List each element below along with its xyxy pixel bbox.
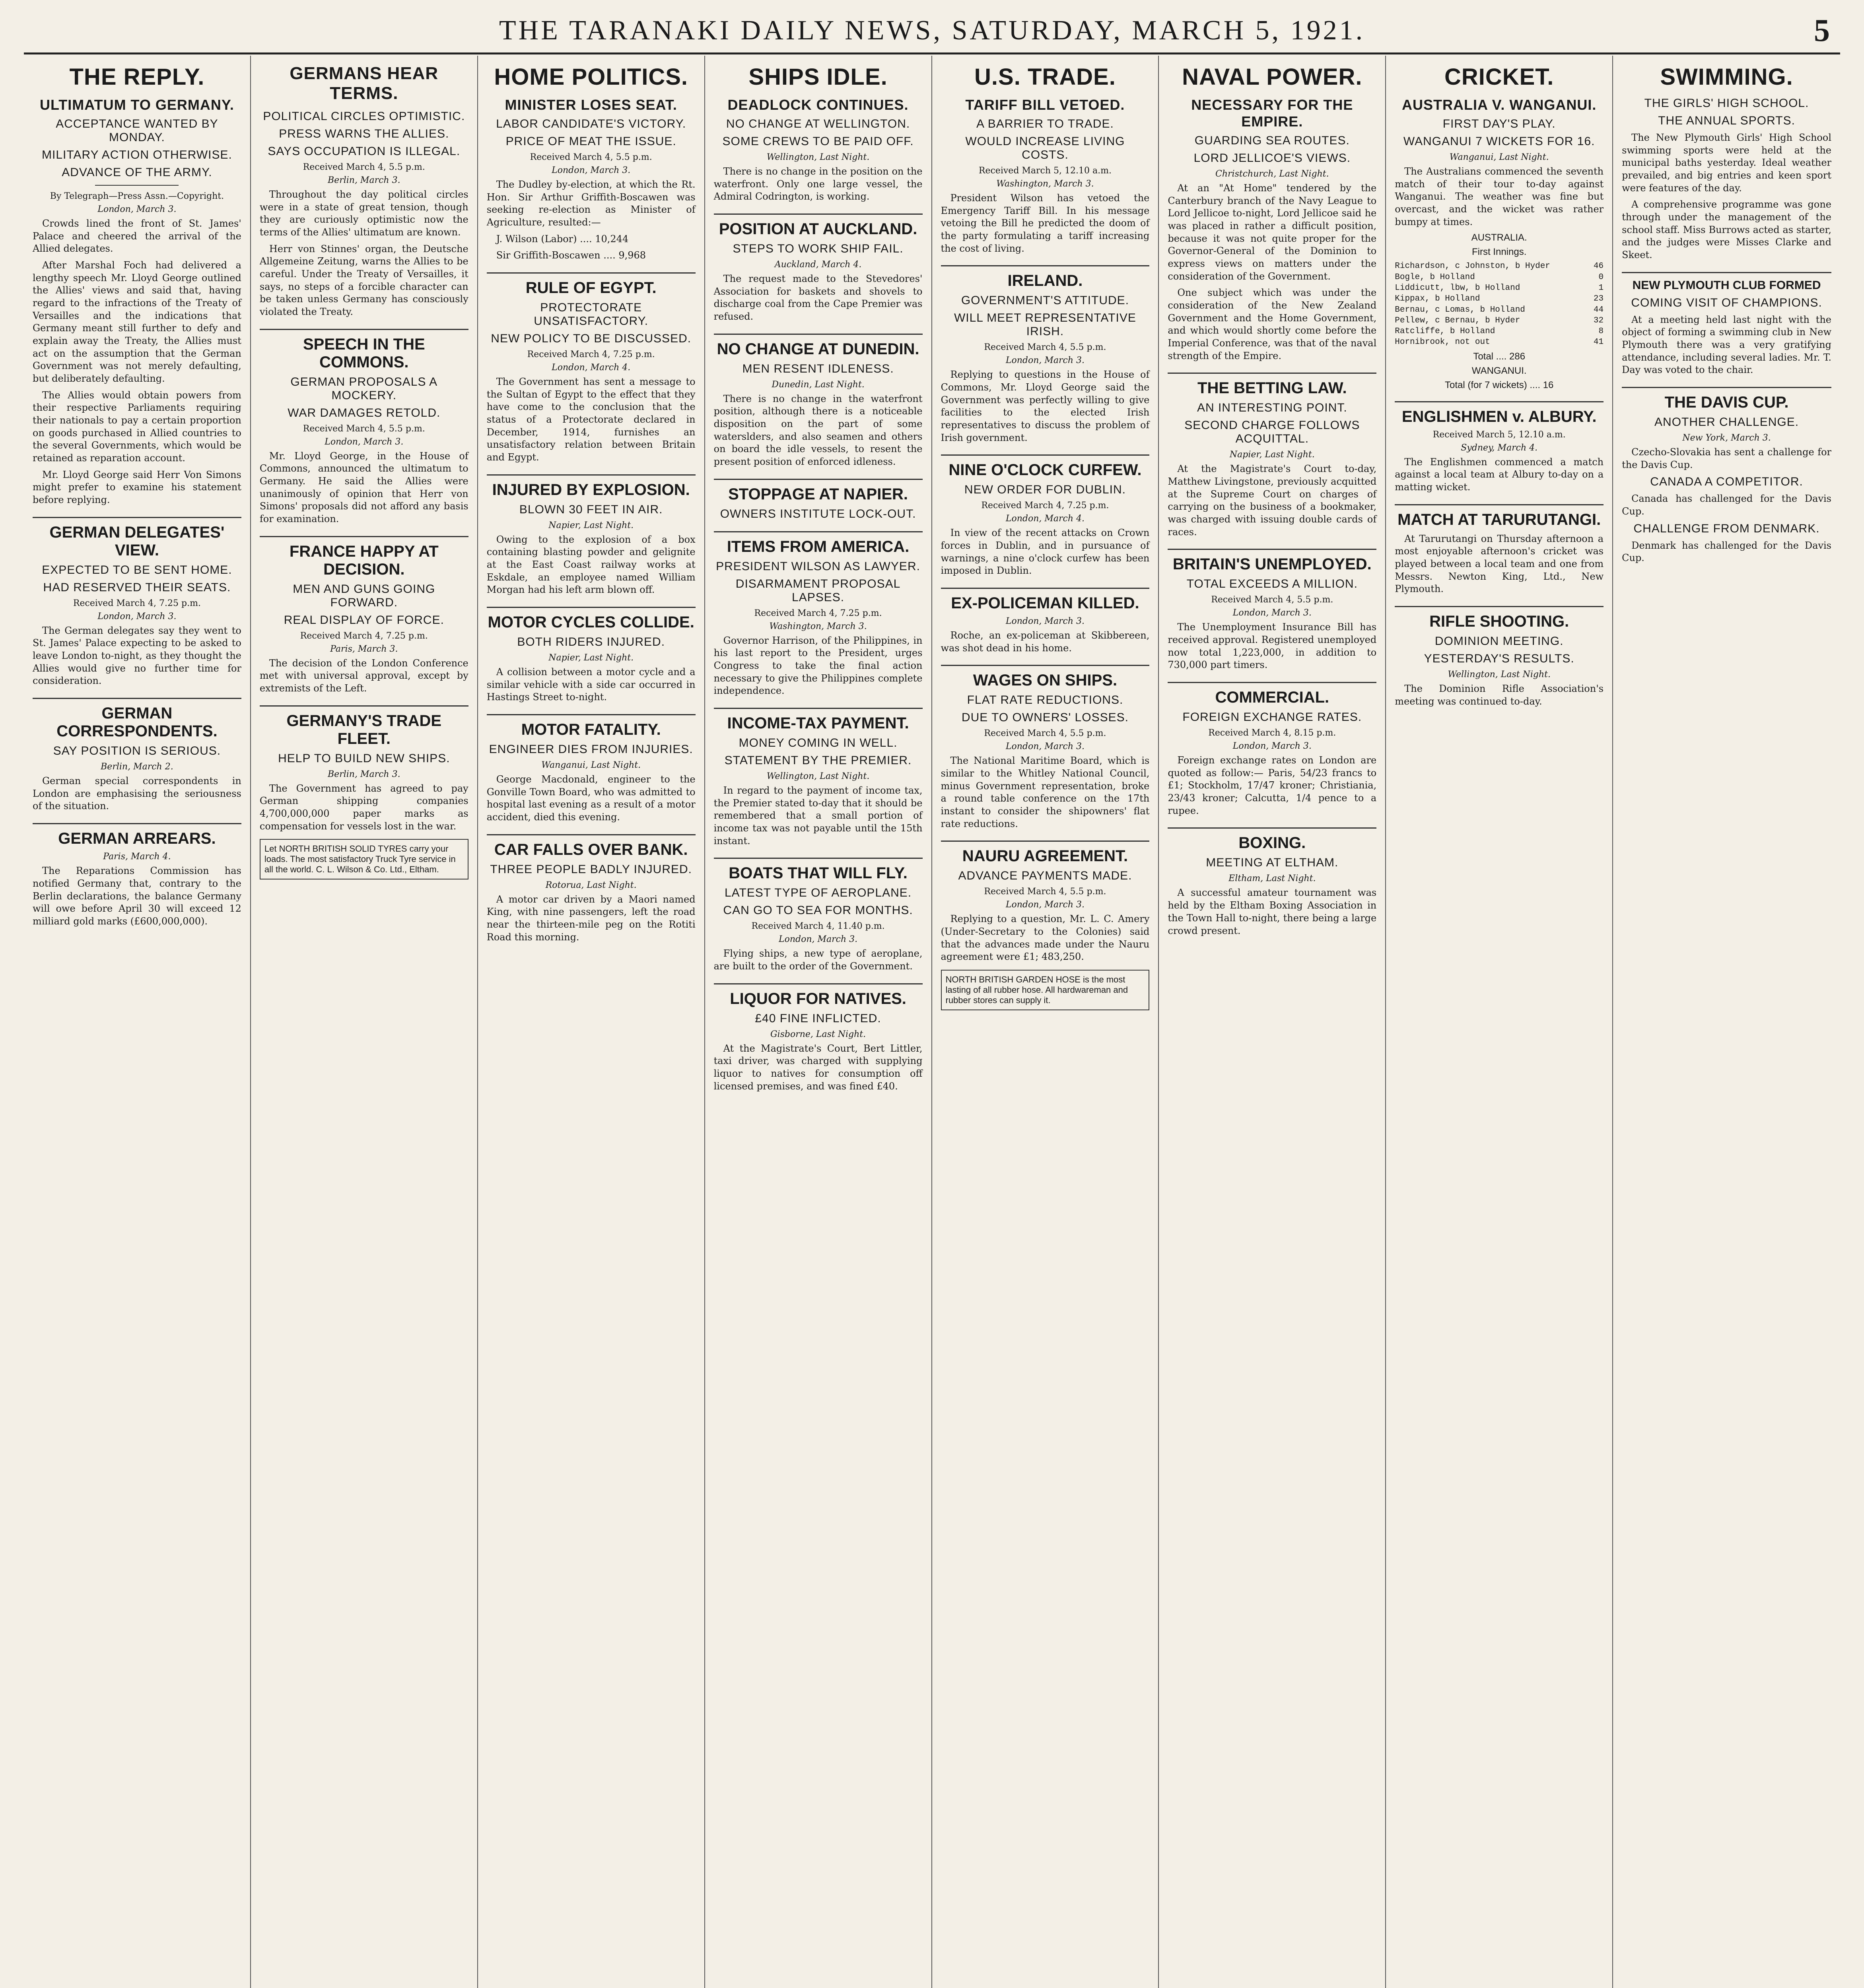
article-paragraph: President Wilson has vetoed the Emergency Tariff Bill. In his message vetoing the Bill he predicted the doom of the party formulating a tariff increasing the cost of living.	[941, 192, 1150, 254]
article-paragraph: The decision of the London Conference met with universal approval, except by extremists of the Left.	[259, 657, 468, 694]
article-paragraph: The Dudley by-election, at which the Rt. Hon. Sir Arthur Griffith-Boscawen was seeking re-election as Minister of Agriculture, resulted:—	[486, 179, 696, 228]
dateline: London, March 3.	[325, 437, 404, 447]
article-paragraph: Herr von Stinnes' organ, the Deutsche Allgemeine Zeitung, warns the Allies to be careful. Under the Treaty of Versailles, it says, no steps of a forcible character can be taken unless Germany has consciously violated the Treaty.	[259, 243, 468, 318]
article-paragraph: A successful amateur tournament was held by the Eltham Boxing Association in the Town Hall to-night, there being a large crowd present.	[1168, 887, 1377, 936]
dateline: London, March 3.	[1005, 742, 1085, 752]
article-paragraph: In view of the recent attacks on Crown forces in Dublin, and in pursuance of warnings, a nine o'clock curfew has been imposed in Dublin.	[941, 527, 1150, 577]
column-1	[24, 56, 251, 1988]
dateline: Wellington, Last Night.	[766, 771, 870, 782]
deck: SAY POSITION IS SERIOUS.	[53, 744, 221, 758]
deck: ULTIMATUM TO GERMANY.	[39, 97, 234, 113]
deck: MEETING AT ELTHAM.	[1206, 856, 1339, 870]
headline: SHIPS IDLE.	[748, 64, 888, 90]
dateline: Berlin, March 3.	[328, 175, 400, 185]
batsman-runs: 44	[1593, 305, 1604, 315]
dateline: Paris, March 3.	[330, 644, 398, 654]
masthead-title: THE TARANAKI DAILY NEWS, SATURDAY, MARCH 5, 1921.	[499, 15, 1365, 46]
deck: HELP TO BUILD NEW SHIPS.	[278, 751, 450, 765]
dateline: London, March 3.	[778, 934, 858, 945]
deck: SOME CREWS TO BE PAID OFF.	[722, 135, 914, 148]
article-paragraph: At Tarurutangi on Thursday afternoon a most enjoyable afternoon's cricket was played between a local team and one from Messrs. Newton King, Ltd., New Plymouth.	[1395, 533, 1604, 595]
article-paragraph: After Marshal Foch had delivered a lengthy speech Mr. Lloyd George outlined the Allies' views and said that, having regard to the infractions of the Treaty of Versailles and the indications that Germany meant still further to defy and explain away the Treaty, the Allies must act on the assumption that the German Government was not merely defaulting, but deliberately defaulting.	[33, 260, 241, 384]
deck: FOREIGN EXCHANGE RATES.	[1182, 711, 1362, 724]
headline: NAVAL POWER.	[1182, 64, 1363, 90]
dateline: London, March 3.	[1005, 900, 1085, 910]
deck: GOVERNMENT'S ATTITUDE.	[961, 294, 1129, 307]
column-2	[251, 56, 478, 1988]
article-paragraph: The Allies would obtain powers from their respective Parliaments requiring their nationals to pay a certain proportion on goods purchased in Allied countries to the several Governments, which would be retained as reparation account.	[33, 389, 241, 464]
page-number: 5	[1814, 13, 1832, 48]
article-paragraph: Governor Harrison, of the Philippines, in his last report to the President, urges Congress to take the final action necessary to give the Philippines complete independence.	[713, 635, 923, 697]
dateline: Wellington, Last Night.	[766, 152, 870, 162]
scorecard-row	[1395, 293, 1604, 304]
batsman-name: Bogle, b Holland	[1395, 272, 1475, 282]
scorecard-row	[1395, 326, 1604, 337]
article-paragraph: In regard to the payment of income tax, the Premier stated to-day that it should be remembered that a small portion of income tax was not payable until the 15th instant.	[713, 785, 923, 846]
dateline: London, March 3.	[552, 165, 631, 175]
deck: PRESS WARNS THE ALLIES.	[279, 127, 449, 140]
received-line: Received March 4, 11.40 p.m.	[751, 921, 885, 932]
deck: FLAT RATE REDUCTIONS.	[967, 693, 1123, 707]
deck: THE ANNUAL SPORTS.	[1658, 114, 1795, 127]
article-paragraph: The German delegates say they went to St. James' Palace expecting to be asked to leave London to-night, as they thought the Allies would give no further time for consideration.	[33, 625, 241, 687]
dateline: Washington, March 3.	[996, 179, 1094, 189]
deck: ACCEPTANCE WANTED BY MONDAY.	[56, 117, 218, 144]
deck: YESTERDAY'S RESULTS.	[1424, 652, 1574, 666]
dateline: Wanganui, Last Night.	[1449, 152, 1549, 162]
scorecard-total: Total .... 286	[1473, 351, 1526, 362]
deck: LABOR CANDIDATE'S VICTORY.	[496, 117, 686, 130]
byline: By Telegraph—Press Assn.—Copyright.	[50, 191, 224, 201]
scorecard-row	[1395, 261, 1604, 272]
headline: NEW PLYMOUTH CLUB FORMED	[1622, 272, 1831, 292]
article-paragraph: Czecho-Slovakia has sent a challenge for the Davis Cup.	[1622, 447, 1831, 470]
deck: WILL MEET REPRESENTATIVE IRISH.	[954, 311, 1136, 338]
received-line: Received March 4, 7.25 p.m.	[981, 501, 1109, 511]
headline: U.S. TRADE.	[974, 64, 1116, 90]
deck: THREE PEOPLE BADLY INJURED.	[490, 862, 692, 876]
received-line: Received March 4, 7.25 p.m.	[754, 608, 882, 618]
divider	[95, 185, 179, 186]
article-paragraph: One subject which was under the consideration of the New Zealand Government and the Home Government, and which would shortly come before the Imperial Conference, was that of the naval strength of the Empire.	[1168, 287, 1377, 361]
received-line: Received March 4, 5.5 p.m.	[303, 423, 425, 434]
dateline: Eltham, Last Night.	[1228, 874, 1316, 884]
dateline: Berlin, March 2.	[101, 762, 173, 772]
deck: THE GIRLS' HIGH SCHOOL.	[1644, 97, 1809, 110]
column-6	[1159, 56, 1386, 1988]
batsman-name: Ratcliffe, b Holland	[1395, 327, 1495, 336]
received-line: Received March 4, 7.25 p.m.	[73, 598, 201, 608]
headline: GERMANS HEAR TERMS.	[290, 64, 439, 103]
article-paragraph: Roche, an ex-policeman at Skibbereen, was shot dead in his home.	[941, 630, 1150, 654]
headline: BOATS THAT WILL FLY.	[714, 858, 923, 882]
deck: GUARDING SEA ROUTES.	[1194, 134, 1350, 147]
deck: DUE TO OWNERS' LOSSES.	[961, 711, 1129, 724]
headline: EX-POLICEMAN KILLED.	[941, 588, 1150, 612]
article-paragraph: Canada has challenged for the Davis Cup.	[1622, 493, 1831, 517]
headline: GERMAN CORRESPONDENTS.	[33, 698, 241, 740]
deck: WOULD INCREASE LIVING COSTS.	[965, 135, 1125, 161]
headline: MATCH AT TARURUTANGI.	[1395, 504, 1604, 529]
article-paragraph: A collision between a motor cycle and a similar vehicle with a side car occurred in Hastings Street to-night.	[486, 666, 696, 703]
headline: SWIMMING.	[1660, 64, 1793, 90]
headline: POSITION AT AUCKLAND.	[714, 214, 923, 238]
headline: GERMANY'S TRADE FLEET.	[260, 705, 468, 748]
deck: TOTAL EXCEEDS A MILLION.	[1186, 577, 1358, 591]
article-paragraph: Crowds lined the front of St. James' Palace and cheered the arrival of the Allied delegates.	[33, 218, 241, 254]
batsman-runs: 1	[1598, 283, 1604, 293]
dateline: Washington, March 3.	[769, 621, 867, 631]
batsman-name: Kippax, b Holland	[1395, 294, 1480, 304]
article-paragraph: At the Magistrate's Court, Bert Littler, taxi driver, was charged with supplying liquor to natives for consumption off licensed premises, and was fined £40.	[713, 1043, 923, 1092]
deck: MEN RESENT IDLENESS.	[742, 362, 894, 375]
headline: HOME POLITICS.	[494, 64, 688, 90]
deck: A BARRIER TO TRADE.	[976, 117, 1114, 130]
received-line: Received March 4, 7.25 p.m.	[300, 631, 428, 641]
deck: MILITARY ACTION OTHERWISE.	[42, 148, 232, 161]
deck: NECESSARY FOR THE EMPIRE.	[1191, 97, 1353, 130]
dateline: Napier, Last Night.	[1229, 450, 1315, 460]
deck: PRICE OF MEAT THE ISSUE.	[505, 135, 676, 148]
headline: FRANCE HAPPY AT DECISION.	[260, 536, 468, 579]
article-paragraph: The Englishmen commenced a match against a local team at Albury to-day on a matting wicket.	[1395, 456, 1604, 493]
article-paragraph: At the Magistrate's Court to-day, Matthew Livingstone, previously acquitted at the Supreme Court on charges of carrying on the business of a bookmaker, was charged with issuing double cards of races.	[1168, 463, 1377, 538]
headline: THE DAVIS CUP.	[1622, 387, 1831, 412]
deck: BLOWN 30 FEET IN AIR.	[519, 503, 663, 516]
deck: CHALLENGE FROM DENMARK.	[1633, 522, 1820, 535]
dateline: Gisborne, Last Night.	[770, 1029, 866, 1039]
headline: INCOME-TAX PAYMENT.	[714, 708, 923, 732]
headline: LIQUOR FOR NATIVES.	[714, 983, 923, 1008]
article-paragraph: Owing to the explosion of a box containing blasting powder and gelignite at the East Coast railway works at Eskdale, an employee named William Morgan had his left arm blown off.	[486, 534, 696, 596]
election-result: J. Wilson (Labor) .... 10,244	[496, 233, 629, 245]
scorecard-subtitle: First Innings.	[1471, 247, 1527, 258]
deck: CAN GO TO SEA FOR MONTHS.	[723, 904, 913, 917]
headline: IRELAND.	[941, 265, 1150, 290]
received-line: Received March 5, 12.10 a.m.	[978, 166, 1112, 176]
dateline: Berlin, March 3.	[328, 769, 400, 779]
dateline: London, March 4.	[552, 363, 631, 373]
article-paragraph: Mr. Lloyd George, in the House of Commons, announced the ultimatum to Germany. He said the Allies were unanimously of opinion that Herr von Simons' proposals did not afford any basis for examination.	[259, 450, 468, 525]
article-paragraph: The request made to the Stevedores' Association for baskets and shovels to discharge coal from the Cape Premier was refused.	[713, 273, 923, 322]
received-line: Received March 4, 5.5 p.m.	[984, 887, 1106, 897]
advertisement: NORTH BRITISH GARDEN HOSE is the most lasting of all rubber hose. All hardwareman and rubber stores can supply it.	[941, 970, 1150, 1010]
headline: THE BETTING LAW.	[1168, 373, 1376, 397]
article-paragraph: At an "At Home" tendered by the Canterbury branch of the Navy League to Lord Jellicoe to-night, Lord Jellicoe said he was placed in rather a difficult position, because it was not quite proper for the Governor-General of the Dominion to express views on matters under the consideration of the Government.	[1168, 182, 1377, 282]
received-line: Received March 4, 5.5 p.m.	[984, 728, 1106, 739]
deck: REAL DISPLAY OF FORCE.	[284, 613, 444, 627]
election-result: Sir Griffith-Boscawen .... 9,968	[496, 250, 646, 261]
column-8	[1613, 56, 1840, 1988]
dateline: Dunedin, Last Night.	[772, 379, 865, 390]
column-7	[1386, 56, 1613, 1988]
deck: EXPECTED TO BE SENT HOME.	[42, 563, 232, 577]
deck: PROTECTORATE UNSATISFACTORY.	[534, 301, 649, 328]
article-paragraph: The Government has agreed to pay German shipping companies 4,700,000,000 paper marks as compensation for vessels lost in the war.	[259, 782, 468, 832]
article-paragraph: The Australians commenced the seventh match of their tour to-day against Wanganui. The weather was fine but overcast, and the wicket was rather bumpy at times.	[1395, 166, 1604, 227]
dateline: Wellington, Last Night.	[1448, 670, 1551, 680]
deck: LORD JELLICOE'S VIEWS.	[1193, 151, 1351, 165]
dateline: Wanganui, Last Night.	[541, 760, 641, 771]
headline: COMMERCIAL.	[1168, 682, 1376, 707]
deck: STEPS TO WORK SHIP FAIL.	[733, 242, 904, 256]
dateline: London, March 3.	[1232, 741, 1312, 751]
dateline: Auckland, March 4.	[774, 260, 862, 270]
batsman-name: Liddicutt, lbw, b Holland	[1395, 283, 1520, 293]
article-paragraph: The Government has sent a message to the Sultan of Egypt to the effect that they have come to the conclusion that the status of a Protectorate declared in December, 1914, furnishes an unsatisfactory relation between Britain and Egypt.	[486, 376, 696, 463]
article-paragraph: George Macdonald, engineer to the Gonville Town Board, who was admitted to hospital last evening as a result of a motor accident, died this evening.	[486, 774, 696, 823]
scorecard-row	[1395, 315, 1604, 326]
article-paragraph: The Reparations Commission has notified Germany that, contrary to the Berlin declarations, the balance Germany will owe before April 30 will exceed 12 milliard gold marks (£600,000,000).	[33, 865, 241, 927]
deck: OWNERS INSTITUTE LOCK-OUT.	[720, 507, 916, 520]
dateline: Napier, Last Night.	[548, 653, 634, 663]
deck: LATEST TYPE OF AEROPLANE.	[724, 886, 912, 900]
deck: TARIFF BILL VETOED.	[965, 97, 1125, 113]
deck: ENGINEER DIES FROM INJURIES.	[489, 743, 693, 756]
received-line: Received March 4, 8.15 p.m.	[1208, 728, 1336, 738]
headline: MOTOR FATALITY.	[487, 714, 696, 739]
headline: NAURU AGREEMENT.	[941, 841, 1150, 865]
headline: RULE OF EGYPT.	[487, 272, 696, 297]
deck: ANOTHER CHALLENGE.	[1654, 415, 1799, 429]
dateline: Sydney, March 4.	[1461, 443, 1538, 453]
received-line: Received March 4, 5.5 p.m.	[303, 162, 425, 172]
dateline: Christchurch, Last Night.	[1215, 169, 1329, 179]
deck: AUSTRALIA V. WANGANUI.	[1402, 97, 1597, 113]
article-paragraph: The New Plymouth Girls' High School swimming sports were held at the municipal baths yesterday. Ideal weather prevailed, and big entries and keen sport were features of the day.	[1622, 132, 1831, 194]
headline: CAR FALLS OVER BANK.	[487, 834, 696, 859]
deck: £40 FINE INFLICTED.	[755, 1011, 881, 1025]
deck: CANADA A COMPETITOR.	[1650, 475, 1803, 489]
dateline: London, March 3.	[97, 204, 177, 214]
headline: GERMAN ARREARS.	[33, 823, 241, 848]
deck: SAYS OCCUPATION IS ILLEGAL.	[268, 145, 461, 158]
batsman-name: Bernau, c Lomas, b Holland	[1395, 305, 1525, 315]
columns	[24, 56, 1840, 1988]
received-line: Received March 5, 12.10 a.m.	[1433, 429, 1566, 440]
batsman-runs: 32	[1593, 316, 1604, 325]
article-paragraph: Throughout the day political circles were in a state of great tension, though they are curiously optimistic now the terms of the Allies' ultimatum are known.	[259, 189, 468, 238]
article-paragraph: Flying ships, a new type of aeroplane, are built to the order of the Government.	[713, 948, 923, 972]
deck: MONEY COMING IN WELL.	[739, 736, 898, 750]
dateline: Rotorua, Last Night.	[545, 880, 637, 890]
deck: AN INTERESTING POINT.	[1197, 401, 1347, 415]
headline: BRITAIN'S UNEMPLOYED.	[1168, 549, 1376, 573]
headline: GERMAN DELEGATES' VIEW.	[33, 517, 241, 559]
scorecard	[1395, 261, 1604, 348]
headline: MOTOR CYCLES COLLIDE.	[487, 607, 696, 631]
dateline: London, March 3.	[97, 611, 177, 621]
masthead	[24, 9, 1840, 54]
deck: WAR DAMAGES RETOLD.	[288, 406, 441, 419]
headline: INJURED BY EXPLOSION.	[487, 474, 696, 499]
article-paragraph: There is no change in the waterfront position, although there is a noticeable disposition on the part of some waterslders, and also seamen and others on board the idle vessels, to resent the present position of enforced idleness.	[713, 393, 923, 468]
deck: HAD RESERVED THEIR SEATS.	[43, 580, 231, 594]
article-paragraph: Replying to questions in the House of Commons, Mr. Lloyd George said the Government was perfectly willing to give facilities to the elected Irish representatives to discuss the problem of Irish government.	[941, 369, 1150, 443]
article-paragraph: A motor car driven by a Maori named King, with nine passengers, left the road near the thirteen-mile peg on the Rotiti Road this morning.	[486, 893, 696, 943]
advertisement: Let NORTH BRITISH SOLID TYRES carry your loads. The most satisfactory Truck Tyre service in all the world. C. L. Wilson & Co. Ltd., Eltham.	[260, 839, 468, 879]
batsman-name: Pellew, c Bernau, b Hyder	[1395, 316, 1520, 325]
scorecard-row	[1395, 283, 1604, 293]
article-paragraph: There is no change in the position on the waterfront. Only one large vessel, the Admiral Codrington, is working.	[713, 166, 923, 202]
dateline: London, March 3.	[1005, 616, 1085, 627]
headline: ITEMS FROM AMERICA.	[714, 531, 923, 556]
batsman-runs: 46	[1593, 262, 1604, 271]
headline-the-reply: THE REPLY.	[69, 64, 205, 90]
scorecard-total: Total (for 7 wickets) .... 16	[1444, 379, 1554, 390]
headline: ENGLISHMEN v. ALBURY.	[1395, 401, 1604, 426]
article-paragraph: The Unemployment Insurance Bill has received approval. Registered unemployed now total 1,223,000, in addition to 730,000 part timers.	[1168, 621, 1377, 671]
deck: NO CHANGE AT WELLINGTON.	[726, 117, 910, 130]
scorecard-row	[1395, 337, 1604, 348]
deck: STATEMENT BY THE PREMIER.	[724, 754, 912, 767]
dateline: London, March 3.	[1005, 355, 1085, 366]
deck: NEW ORDER FOR DUBLIN.	[964, 483, 1126, 497]
article-paragraph: A comprehensive programme was gone through under the management of the school staff. Miss Burrows acted as starter, and the judges were Misses Clarke and Skeet.	[1622, 199, 1831, 261]
article-paragraph: At a meeting held last night with the object of forming a swimming club in New Plymouth there was a very gratifying attendance, including several ladies. Mr. T. Day was voted to the chair.	[1622, 314, 1831, 376]
article-paragraph: Mr. Lloyd George said Herr Von Simons might prefer to examine his statement before replying.	[33, 469, 241, 506]
article-paragraph: The Dominion Rifle Association's meeting was continued to-day.	[1395, 683, 1604, 707]
deck: GERMAN PROPOSALS A MOCKERY.	[290, 375, 438, 402]
headline: SPEECH IN THE COMMONS.	[260, 329, 468, 371]
column-3	[478, 56, 705, 1988]
article-paragraph: Denmark has challenged for the Davis Cup.	[1622, 540, 1831, 564]
dateline: London, March 3.	[1232, 608, 1312, 618]
deck: WANGANUI 7 WICKETS FOR 16.	[1403, 135, 1595, 148]
deck: COMING VISIT OF CHAMPIONS.	[1631, 296, 1822, 309]
deck: ADVANCE PAYMENTS MADE.	[958, 869, 1132, 883]
received-line: Received March 4, 5.5 p.m.	[530, 152, 652, 162]
article-paragraph: Replying to a question, Mr. L. C. Amery (Under-Secretary to the Colonies) said that the advances made under the Nauru agreement were £1; 483,250.	[941, 913, 1150, 963]
deck: POLITICAL CIRCLES OPTIMISTIC.	[263, 110, 465, 123]
headline: BOXING.	[1168, 827, 1376, 852]
article-paragraph: The National Maritime Board, which is similar to the Whitley National Council, minus Government representation, broke a round table conference on the 17th instant to consider the shipowners' flat rate reductions.	[941, 755, 1150, 829]
dateline: New York, March 3.	[1682, 433, 1771, 443]
dateline: Napier, Last Night.	[548, 520, 634, 530]
deck: FIRST DAY'S PLAY.	[1442, 117, 1556, 130]
headline: NO CHANGE AT DUNEDIN.	[714, 334, 923, 358]
headline: CRICKET.	[1444, 64, 1554, 90]
received-line: Received March 4, 7.25 p.m.	[527, 349, 655, 360]
scorecard-row	[1395, 305, 1604, 315]
dateline: Paris, March 4.	[103, 852, 171, 862]
deck: BOTH RIDERS INJURED.	[517, 635, 665, 649]
batsman-name: Hornibrook, not out	[1395, 338, 1490, 347]
deck: ADVANCE OF THE ARMY.	[62, 166, 212, 179]
batsman-runs: 8	[1598, 327, 1604, 336]
received-line: Received March 4, 5.5 p.m.	[1211, 595, 1333, 605]
deck: MINISTER LOSES SEAT.	[505, 97, 677, 113]
scorecard-row	[1395, 272, 1604, 283]
scorecard-title: AUSTRALIA.	[1471, 232, 1527, 243]
headline: NINE O'CLOCK CURFEW.	[941, 454, 1150, 479]
article-paragraph: Foreign exchange rates on London are quoted as follow:— Paris, 54/23 francs to £1; Stockholm, 17/47 kroner; Christiania, 23/43 kroner; Calcutta, 1/4 pence to a rupee.	[1168, 755, 1377, 816]
received-line: Received March 4, 5.5 p.m.	[984, 342, 1106, 353]
batsman-name: Richardson, c Johnston, b Hyder	[1395, 262, 1550, 271]
column-4	[705, 56, 932, 1988]
column-5	[932, 56, 1159, 1988]
deck: DOMINION MEETING.	[1434, 635, 1564, 648]
headline: WAGES ON SHIPS.	[941, 665, 1150, 689]
headline: RIFLE SHOOTING.	[1395, 606, 1604, 631]
deck: DISARMAMENT PROPOSAL LAPSES.	[735, 577, 901, 604]
deck: NEW POLICY TO BE DISCUSSED.	[491, 332, 692, 346]
deck: MEN AND GUNS GOING FORWARD.	[293, 582, 435, 609]
batsman-runs: 41	[1593, 338, 1604, 347]
batsman-runs: 0	[1598, 272, 1604, 282]
dateline: London, March 4.	[1005, 514, 1085, 524]
headline: STOPPAGE AT NAPIER.	[714, 479, 923, 503]
batsman-runs: 23	[1593, 294, 1604, 304]
deck: DEADLOCK CONTINUES.	[727, 97, 909, 113]
scorecard-title: WANGANUI.	[1471, 365, 1527, 376]
article-paragraph: German special correspondents in London are emphasising the seriousness of the situation.	[33, 775, 241, 812]
deck: PRESIDENT WILSON AS LAWYER.	[716, 559, 920, 573]
deck: SECOND CHARGE FOLLOWS ACQUITTAL.	[1184, 419, 1360, 446]
